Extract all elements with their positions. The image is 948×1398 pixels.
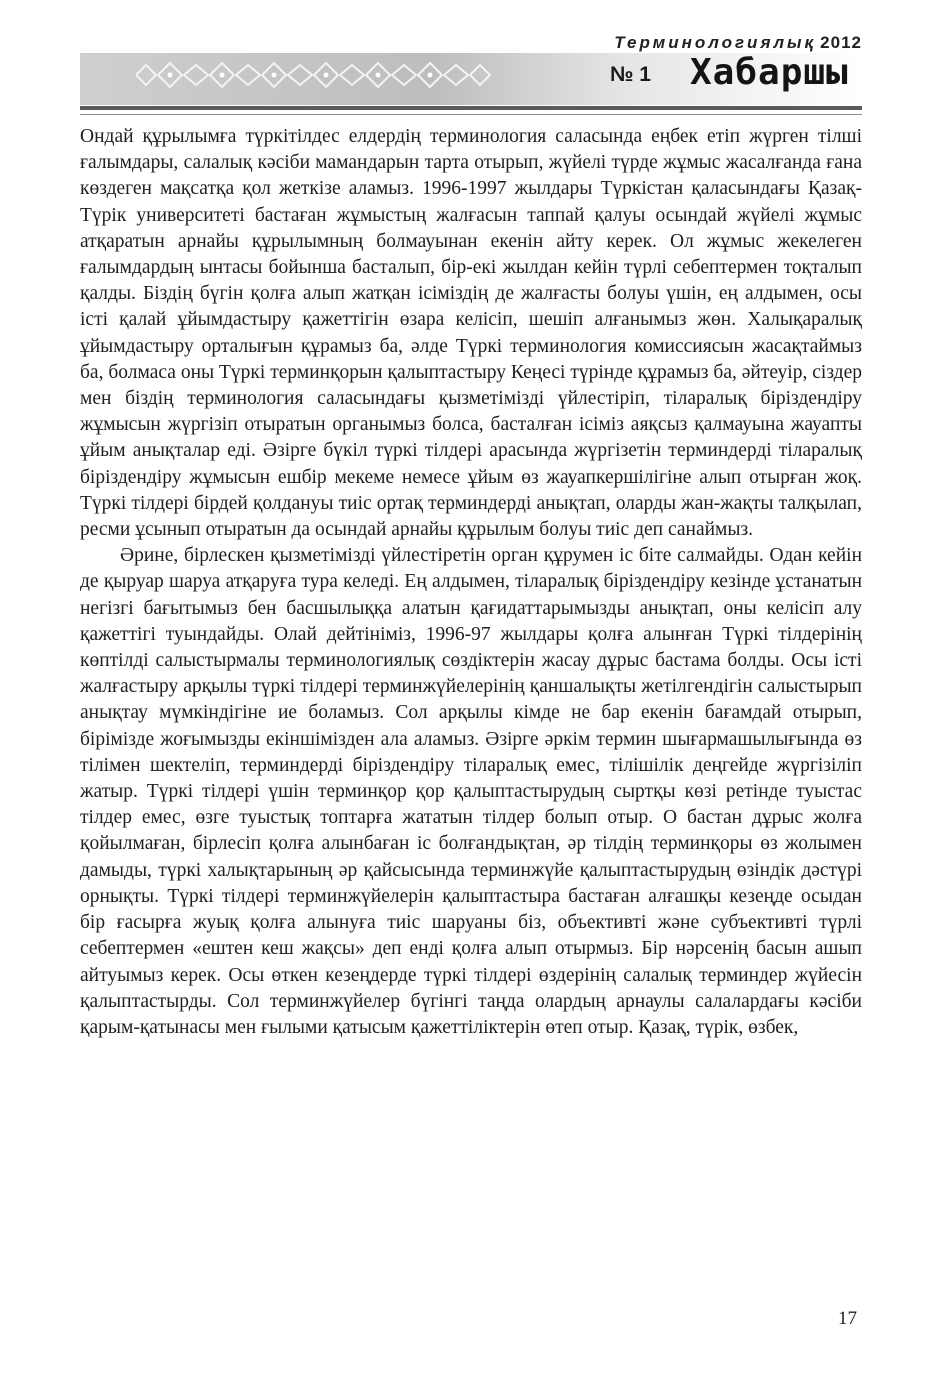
ornament-icon	[136, 60, 492, 90]
paragraph: Ондай құрылымға түркітілдес елдердің терминология саласында еңбек етіп жүрген тілші ғалымдары, салалық кәсіби мамандарын тарта отырып, жүйелі түрде жұмыс жасалғанда ғана көздеген мақсатқа қол жеткізе аламыз. 1996-1997 жылдары Түркістан қаласындағы Қазақ-Түрік университеті бастаған жұмыстың жалғасын таппай қалуы осындай жүйелі жұмыс атқаратын арнайы құрылымның болмауынан екенін айту керек. Ол жұмыс жекелеген ғалымдардың ынтасы бойынша басталып, бір-екі жылдан кейін түрлі себептермен тоқталып қалды. Біздің бүгін қолға алып жатқан ісіміздің де жалғасты болуы үшін, ең алдымен, осы істі қалай ұйымдастыру қажеттігін өзара келісіп, шешіп алғанымыз жөн. Халықаралық ұйымдастыру орталығын құрамыз ба, әлде Түркі терминология комиссиясын жасақтаймыз ба, болмаса оны Түркі терминқорын қалыптастыру Кеңесі түрінде құрамыз ба, әйтеуір, сіздер мен біздің терминология саласындағы қызметімізді үйлестіріп, тіларалық біріздендіру жұмысын жүргізіп отыратын органымыз болса, басталған ісіміз аяқсыз қалмауына жауапты ұйым анықталар еді. Әзірге бүкіл түркі тілдері арасында жүргізетін терминдерді тіларалық біріздендіру жұмысын ешбір мекеме немесе ұйым өз жауапкершілігіне алып отырған жоқ. Түркі тілдері бірдей қолдануы тиіс ортақ терминдерді анықтап, оларды жан-жақты талқылап, ресми ұсынып отыратын да осындай арнайы құрылым болуы тиіс деп санаймыз.	[80, 126, 862, 541]
article-body	[80, 124, 862, 1041]
header-rule-thin	[80, 114, 862, 115]
paragraph: Әрине, бірлескен қызметімізді үйлестіретін орган құрумен іс біте салмайды. Одан кейін де қыруар шаруа атқаруға тура келеді. Ең алдымен, тіларалық біріздендіру кезінде ұстанатын негізгі бағытымыз бен басшылыққа алатын қағидаттарымызды анықтап, оны келісіп алу қажеттігі туындайды. Олай дейтініміз, 1996-97 жылдары қолға алынған Түркі тілдерінің көптілді салыстырмалы терминологиялық сөздіктерін жасау дұрыс бастама болды. Осы істі жалғастыру арқылы түркі тілдері терминжүйелерінің қаншалықты жетілгендігін салыстырып анықтау мүмкіндігіне ие боламыз. Сол арқылы кімде не бар екенін бағамдай отырып, бірімізде жоғымызды екіншімізден ала аламыз. Әзірге әркім термин шығармашылығында өз тілімен шектеліп, терминдерді біріздендіру тіларалық емес, тілішілік деңгейде жүргізіліп жатыр. Түркі тілдері үшін терминқор қор қалыптастырудың сыртқы көзі ретінде туыстас тілдер емес, өзге туыстық топтарға жататын тілдер болып отыр. О бастан дұрыс жолға қойылмаған, бірлесіп қолға алынбаған іс болғандықтан, әр тілдің терминқоры өз жолымен дамыды, түркі халықтарының әр қайсысында терминжүйе қалыптастырудың өзіндік дәстүрі орнықты. Түркі тілдері терминжүйелерін қалыптастыра бастаған алғашқы кезеңде осыдан бір ғасырға жуық қолға алынуға тиіс шаруаны біз, объективті және субъективті түрлі себептермен «ештен кеш жақсы» деп енді қолға алып отырмыз. Бір нәрсенің басын ашып айтуымыз керек. Осы өткен кезеңдерде түркі тілдері өздерінің салалық терминдер жүйесін қалыптастырды. Сол терминжүйелер бүгінгі таңда олардың арнаулы салалардағы кәсіби қарым-қатынасы мен ғылыми қатысым қажеттіліктерін өтеп отыр. Қазақ, түрік, өзбек,	[80, 545, 862, 1038]
year-label: 2012	[820, 33, 862, 52]
issue-number: № 1	[610, 63, 651, 86]
series-label: Терминологиялық	[614, 33, 817, 52]
page-number: 17	[838, 1308, 857, 1329]
header-rule	[80, 106, 862, 110]
journal-title: Хабаршы	[690, 52, 849, 93]
journal-series	[614, 33, 862, 53]
